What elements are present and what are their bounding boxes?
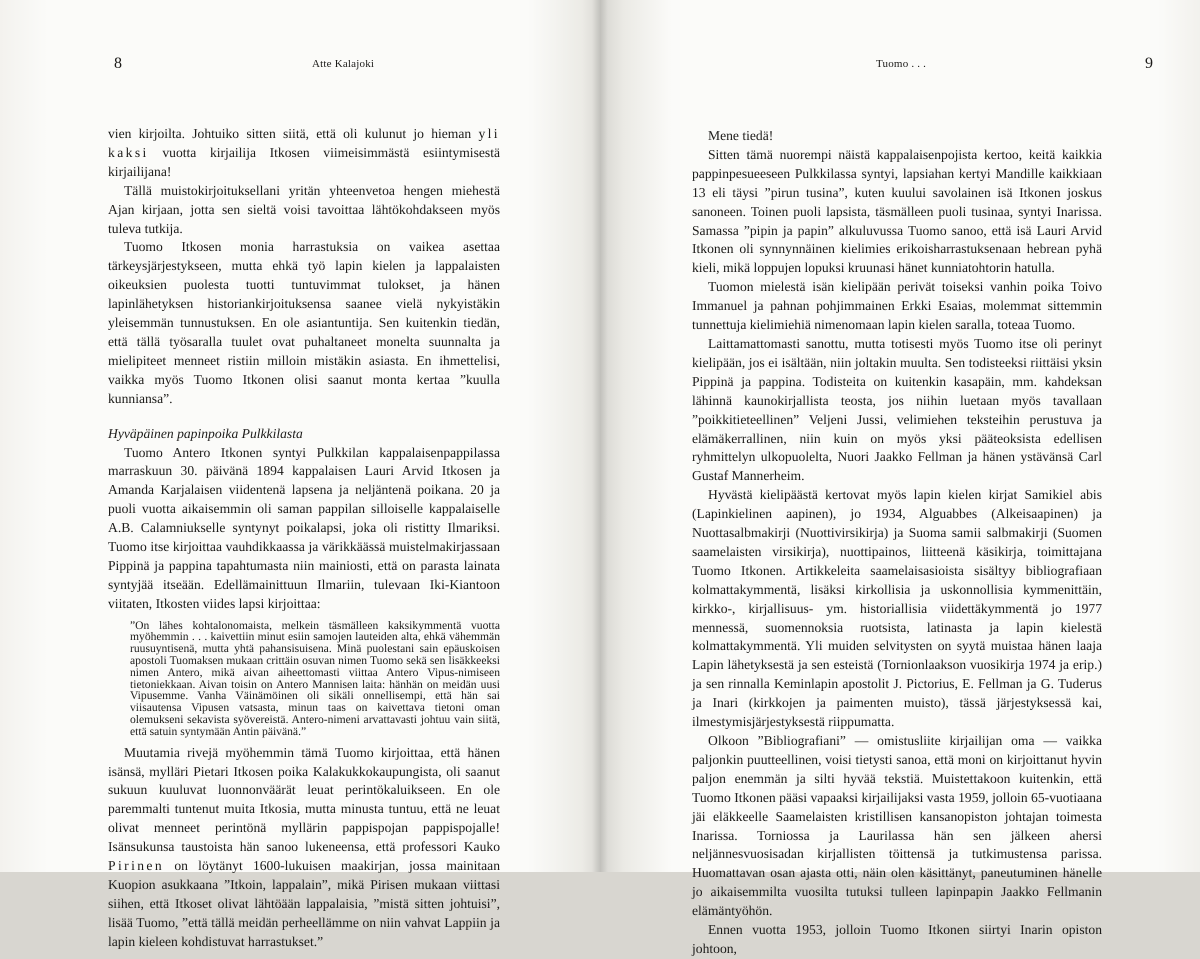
paragraph: Tuomo Antero Itkonen syntyi Pulkkilan kappalaisenpappilassa marraskuun 30. päivänä 1894 kappalaisen Lauri Arvid Itkosen ja Amanda Karjalaisen viidentenä lapsena ja neljäntenä poikana. 20 ja puoli vuotta aikaisemmin oli saman pappilan silloiselle kappalaiselle A.B. Calamniukselle syntynyt poikalapsi, joka oli ristitty Ilmariksi. Tuomo itse kirjoittaa vauhdikkaassa ja värikkäässä muistelmakirjassaan Pippinä ja pappina tapahtumasta niin mainiosti, että on parasta lainata syntyjää itseään. Edellämainittuun Ilmariin, tulevaan Iki-Kiantoon viitaten, Itkosten viides lapsi kirjoittaa:	[108, 444, 500, 611]
spaced-emphasis: Pirinen	[108, 858, 165, 874]
paragraph: Olkoon ”Bibliografiani” — omistusliite kirjailijan oma — vaikka paljonkin puutteellinen, voisi tietysti sanoa, että moni on kirjoittanut hyvin paljon enemmän ja silti hyvää tekstiä. Muistettakoon kuitenkin, että Tuomo Itkonen pääsi vapaaksi kirjailijaksi vasta 1959, jolloin 65-vuotiaana jäi eläkkeelle Saamelaisten kristillisen kansanopiston johtajan toimesta Inarissa. Torniossa ja Laurilassa hän sen jälkeen ahersi neljännesvuosisadan kirjallisten töittensä ja tutkimustensa parissa. Huomattavan osan ajasta otti, näin olen käsittänyt, paneutuminen hänelle jo aikaisemmilta vuosilta tutuksi tulleen lapinpapin Jaakko Fellmanin elämäntyöhön.	[692, 733, 1102, 919]
page-number-right: 9	[1145, 55, 1153, 72]
book-gutter-shadow	[592, 0, 608, 872]
running-head-left: Atte Kalajoki	[312, 58, 375, 70]
paragraph-text: on löytänyt 1600-lukuisen maakirjan, jossa mainitaan Kuopion asukkaana ”Itkoin, lappalain”, mikä Pirisen mukaan viittasi siihen, että Itkoset olivat lähtöään lappalaisia, ”mistä sitten johtuisi”, lisää Tuomo, ”että tällä meidän perheellämme on niin vahvat Lappiin ja lapin kieleen kohdistuvat harrastukset.”	[108, 858, 500, 949]
page-number-left: 8	[114, 55, 122, 72]
spaced-emphasis: yli kaksi	[108, 126, 500, 160]
block-quote: ”On lähes kohtalonomaista, melkein täsmälleen kaksikymmentä vuotta myöhemmin . . . kaivettiin minut esiin samojen lauteiden alta, ehkä vähemmän ruusuyntisenä, mutta yhtä pahansisuisena. Minä puolestani sain epäuskoisen apostoli Tuomaksen mukaan crittäin osuvan nimen Tuomo sekä sen lisäkkeeksi nimen Antero, mikä aivan aiheettomasti viittaa Antero Vipus-nimiseen tietoniekkaan. Aivan toisin on Antero Mannisen laita: hänhän on meidän uusi Vipusemme. Vanha Väinämöinen oli sikäli onnellisempi, että hän sai viisautensa Vipusen vatsasta, minun taas on kaivettava tietoni oman olemukseni sekavista syövereistä. Antero-nimeni arvattavasti johtuu vain siitä, että satuin syntymään Antin päivänä.”	[130, 618, 500, 738]
paragraph	[108, 744, 500, 952]
paragraph-text: Muutamia rivejä myöhemmin tämä Tuomo kirjoittaa, että hänen isänsä, mylläri Pietari Itkosen poika Kalakukkokaupungista, oli saanut sukuun kuuluvat luonnonväärät leuat perintökaluikseen. En ole paremmalti tuntenut muita Itkosia, mutta minusta tuntuu, että ne leuat olivat menneet perintönä myllärin pappispojan pappispojalle! Isänsukunsa taustoista hän sanoo lukeneensa, että professori Kauko	[108, 744, 500, 855]
paragraph: Tällä muistokirjoituksellani yritän yhteenvetoa hengen miehestä Ajan kirjaan, jotta sen sieltä voisi tavoittaa lähtökohdakseen myös tuleva tutkija.	[108, 182, 500, 236]
right-page-body	[692, 127, 1102, 959]
paragraph: Laittamattomasti sanottu, mutta totisesti myös Tuomo itse oli perinyt kielipään, jos ei isältään, niin joltakin muulta. Sen todisteeksi riittäisi yksin Pippinä ja pappina. Todisteita on kuitenkin kasapäin, mm. kahdeksan lähinnä kaunokirjallista teosta, jos niihin luetaan myös tavallaan ”poikkitieteellinen” Veljeni Jussi, velimiehen teksteihin perustuva ja elämäkerrallinen, niin kuin on myös yksi pääteoksista edellisen ryhmittelyn ulkopuolelta, Nuori Jaakko Fellman ja hänen ystävänsä Carl Gustaf Mannerheim.	[692, 335, 1102, 484]
paragraph: Sitten tämä nuorempi näistä kappalaisenpojista kertoo, keitä kaikkia pappinpesueeseen Pulkkilassa syntyi, lapsiahan kertyi Mandille kaikkiaan 13 eli täysi ”pirun tusina”, kuten kuului savolainen isä Itkonen joskus sanoneen. Toinen puoli lapsista, täsmälleen puoli tusinaa, syntyi Inarissa. Samassa ”pipin ja papin” alkuluvussa Tuomo sanoo, että isä Lauri Arvid Itkonen oli synnynnäinen kielimies erikoisharrastuksenaan hebrean pyhä kieli, mikä loppujen lopuksi kruunasi hänet kunniatohtorin hatulla.	[692, 146, 1102, 276]
left-page-body	[108, 125, 500, 952]
running-head-right: Tuomo . . .	[876, 58, 927, 70]
paragraph: Tuomo Itkosen monia harrastuksia on vaikea asettaa tärkeysjärjestykseen, mutta ehkä työ lapin kielen ja lappalaisten oikeuksien puolesta tuotti tuntuvimmat tulokset, ja hänen lapinlähetyksen historiankirjoituksensa saanee vielä nykyistäkin yleisemmän tunnustuksen. En ole asiantuntija. Sen kuitenkin tiedän, että tällä työsaralla tuulet ovat puhaltaneet monelta suunnalta ja mielipiteet menneet ristiin milloin mistäkin asiasta. En ihmettelisi, vaikka myös Tuomo Itkonen olisi saanut monta kertaa ”kuulla kunniansa”.	[108, 239, 500, 406]
left-page	[0, 0, 600, 949]
paragraph-text: vuotta kirjailija Itkosen viimeisimmästä esiintymisestä kirjailijana!	[108, 144, 501, 179]
paragraph: Hyvästä kielipäästä kertovat myös lapin kielen kirjat Samikiel abis (Lapinkielinen aapinen), jo 1934, Alguabbes (Alkeisaapinen) ja Nuottasalbmakirji (Nuottivirsikirja) ja Suoma samii salbmakirji (Suomen saamelaisten virsikirja), nuottipainos, liitteenä käsikirja, toimittajana Tuomo Itkonen. Artikkeleita saamelaisasioista sisältyy bibliografiaan kolmattakymmentä, lisäksi kirkollisia ja uskonnollisia kymmenittäin, kirkko-, kirjallisuus- ym. historiallisia viidettäkymmentä jo 1977 mennessä, suomennoksia ruotsista, latinasta ja lapin kielestä kolmattakymmentä. Yli muiden selvitysten on syytä muistaa hänen laaja Lapin lähetyksestä ja sen esteistä (Tornionlaakson vuosikirja 1974 ja erip.) ja sen rinnalla Keminlapin apostolit J. Pictorius, E. Fellman ja G. Tuderus ja Inari (kirkkojen ja paimenten muisto), tässä järjestyksessä kai, ilmestymisjärjestyksestä riippumatta.	[692, 487, 1102, 730]
paragraph	[108, 125, 500, 182]
paragraph: Tuomon mielestä isän kielipään perivät toiseksi vanhin poika Toivo Immanuel ja pahnan pohjimmainen Erkki Esaias, molemmat sittemmin tunnettuja kielimiehiä nimenomaan lapin kielen saralla, toteaa Tuomo.	[692, 279, 1102, 333]
paragraph-text: vien kirjoilta. Johtuiko sitten siitä, että oli kulunut jo hieman	[108, 126, 472, 141]
paragraph: Ennen vuotta 1953, jolloin Tuomo Itkonen siirtyi Inarin opiston johtoon,	[692, 922, 1102, 956]
right-page	[600, 0, 1200, 956]
section-heading: Hyväpäinen papinpoika Pulkkilasta	[108, 425, 303, 441]
paragraph: Mene tiedä!	[708, 128, 774, 143]
